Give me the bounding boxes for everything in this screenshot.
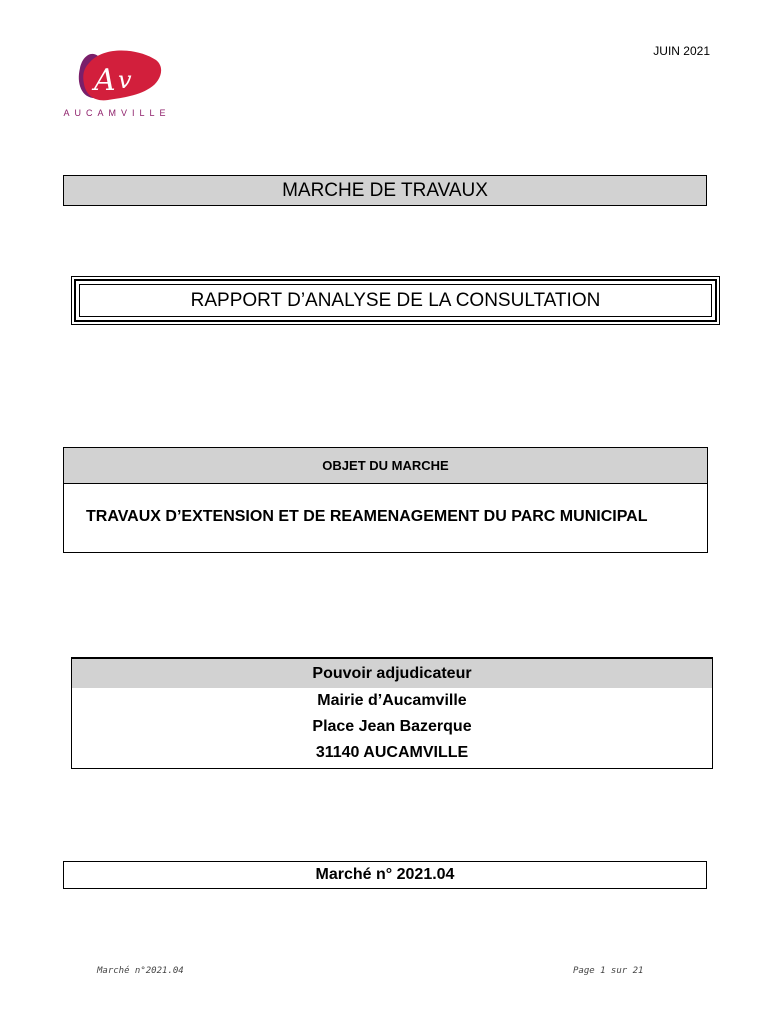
svg-text:v: v: [118, 66, 132, 94]
objet-text: TRAVAUX D’EXTENSION ET DE REAMENAGEMENT DU PARC MUNICIPAL: [86, 508, 648, 525]
pouvoir-line: Place Jean Bazerque: [312, 718, 472, 735]
pouvoir-line: Mairie d’Aucamville: [317, 692, 467, 709]
logo-emblem-icon: [68, 42, 168, 112]
pouvoir-table: [71, 657, 713, 769]
marche-number: Marché n° 2021.04: [315, 866, 455, 883]
svg-text:A: A: [94, 63, 116, 98]
document-subtitle: RAPPORT D’ANALYSE DE LA CONSULTATION: [190, 289, 601, 311]
subtitle-box: [71, 276, 720, 325]
pouvoir-heading: Pouvoir adjudicateur: [72, 659, 712, 688]
objet-heading: OBJET DU MARCHE: [64, 448, 707, 484]
footer-reference: Marché n°2021.04: [97, 966, 184, 976]
pouvoir-line: 31140 AUCAMVILLE: [315, 744, 469, 761]
objet-table: [63, 447, 708, 553]
title-box: [63, 175, 707, 206]
document-title: MARCHE DE TRAVAUX: [282, 179, 488, 201]
aucamville-logo: [58, 40, 178, 120]
document-date: JUIN 2021: [653, 44, 710, 58]
logo-wordmark: AUCAMVILLE: [63, 108, 171, 118]
marche-number-box: [63, 861, 707, 889]
footer-page-number: Page 1 sur 21: [573, 966, 644, 976]
